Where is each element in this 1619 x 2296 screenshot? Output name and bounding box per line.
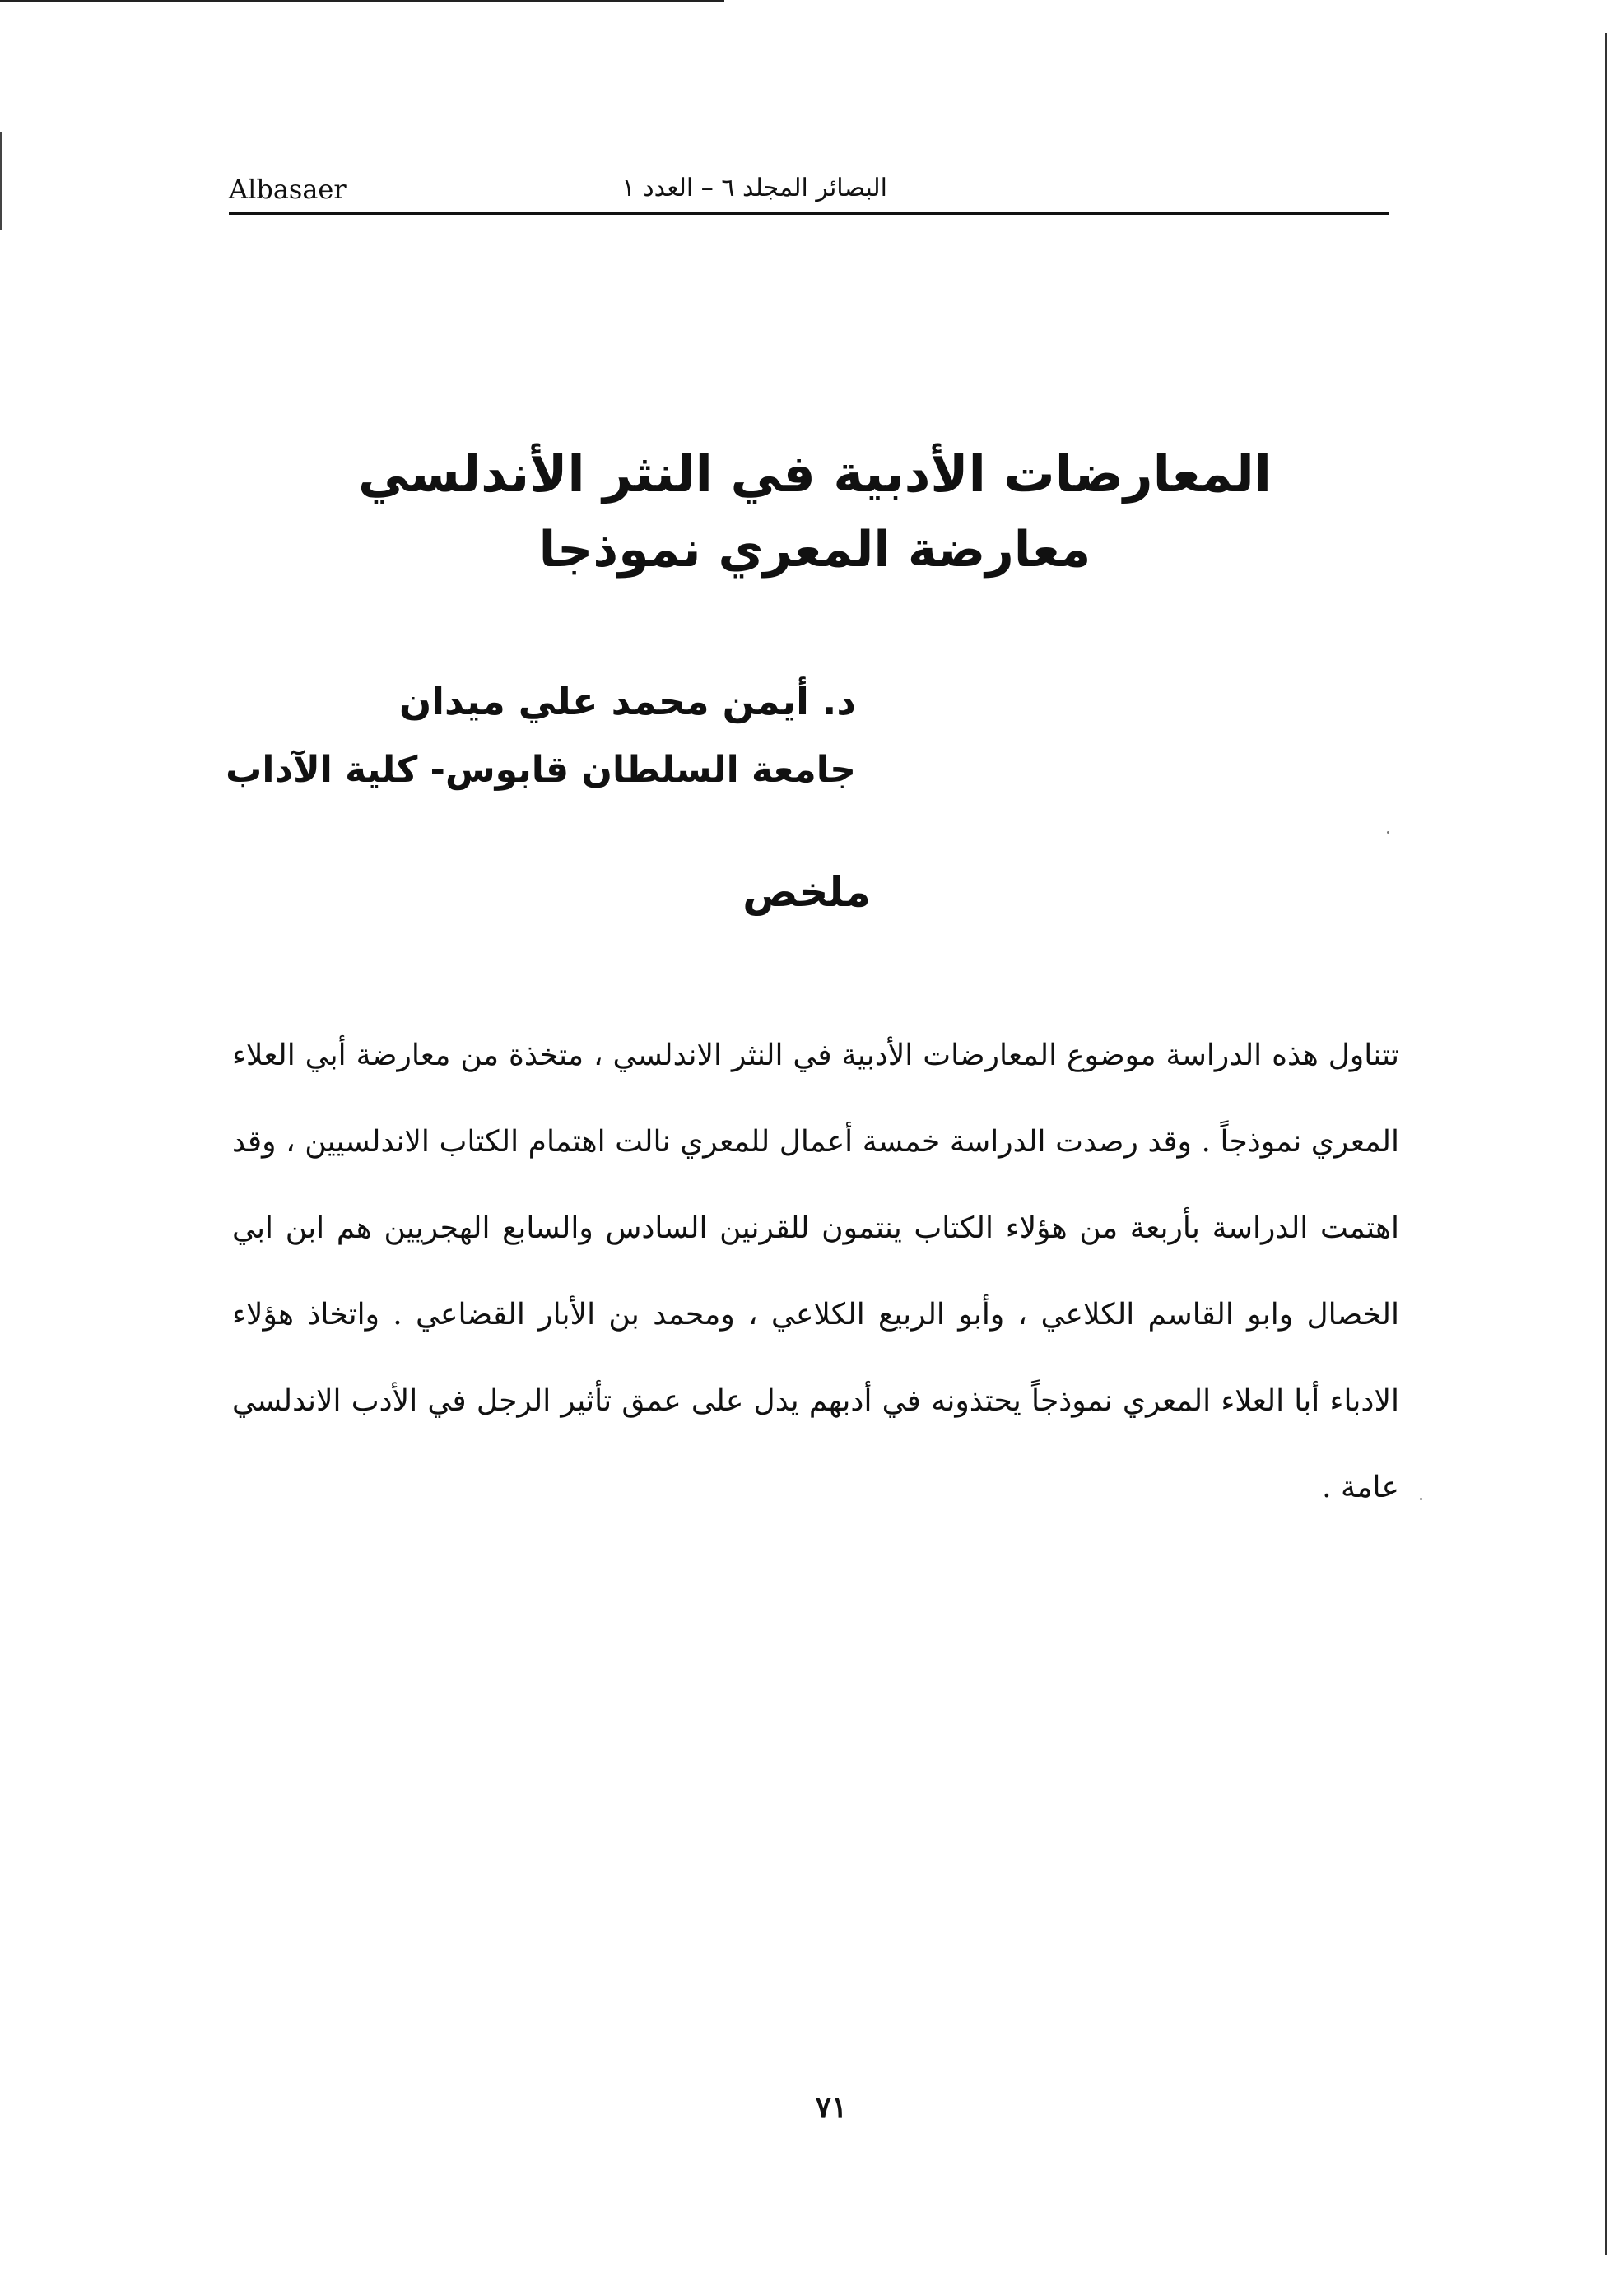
- author-affiliation: جامعة السلطان قابوس- كلية الآداب: [226, 749, 856, 791]
- scan-top-edge: [0, 0, 724, 2]
- journal-name-latin: Albasaer: [229, 174, 347, 205]
- abstract-body: تتناول هذه الدراسة موضوع المعارضات الأدبية في النثر الاندلسي ، متخذة من معارضة أبي العلاء المعري نموذجاً . وقد رصدت الدراسة خمسة أعمال للمعري نالت اهتمام الكتاب الاندلسيين ، وقد اهتمت الدراسة بأربعة من هؤلاء الكتاب ينتمون للقرنين السادس والسابع الهجريين هم ابن ابي الخصال وابو القاسم الكلاعي ، وأبو الربيع الكلاعي ، ومحمد بن الأبار القضاعي . واتخاذ هؤلاء الادباء أبا العلاء المعري نموذجاً يحتذونه في أدبهم يدل على عمق تأثير الرجل في الأدب الاندلسي عامة .: [232, 1039, 1399, 1504]
- title-line-2: معارضة المعري نموذجا: [538, 521, 1091, 579]
- scan-right-edge: [1605, 33, 1607, 2255]
- author-block: [222, 667, 856, 805]
- scan-speck: [1387, 831, 1389, 834]
- scan-speck: [1420, 1498, 1422, 1500]
- scan-left-edge: [0, 132, 2, 230]
- running-head: [229, 169, 1389, 218]
- page-number: ٧١: [815, 2090, 848, 2125]
- abstract-heading: ملخص: [742, 868, 871, 916]
- article-title: [247, 436, 1383, 588]
- author-name: د. أيمن محمد علي ميدان: [398, 679, 856, 723]
- journal-name-arabic: البصائر المجلد ٦ – العدد ١: [621, 174, 887, 202]
- title-line-1: المعارضات الأدبية في النثر الأندلسي: [358, 444, 1272, 504]
- header-rule: [229, 212, 1389, 215]
